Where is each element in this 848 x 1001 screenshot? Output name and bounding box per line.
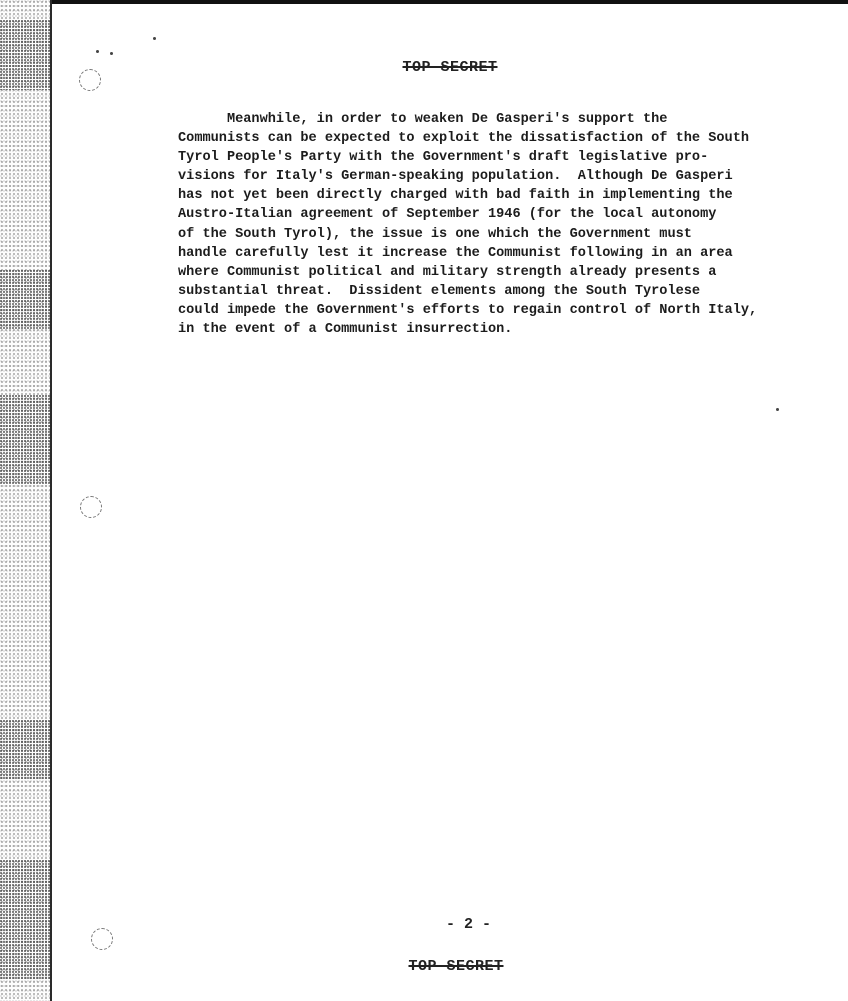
paragraph-line: in the event of a Communist insurrection.	[178, 322, 513, 338]
scan-speck	[776, 408, 779, 411]
punch-hole-icon	[91, 928, 113, 950]
document-paragraph	[178, 110, 778, 339]
classification-marking-top: TOP SECRET	[402, 59, 498, 76]
scan-speck	[153, 37, 156, 40]
paragraph-line: has not yet been directly charged with bad faith in implementing the	[178, 188, 733, 204]
scan-left-margin	[0, 0, 50, 1001]
paragraph-line: could impede the Government's efforts to regain control of North Italy,	[178, 302, 758, 318]
page-number: - 2 -	[446, 916, 492, 933]
paragraph-line: substantial threat. Dissident elements among the South Tyrolese	[178, 283, 701, 299]
paragraph-line: Tyrol People's Party with the Government's draft legislative pro-	[178, 150, 709, 166]
scan-top-edge	[0, 0, 848, 4]
paragraph-line: where Communist political and military strength already presents a	[178, 264, 717, 280]
paragraph-line: Meanwhile, in order to weaken De Gasperi's support the	[178, 112, 668, 127]
scan-speck	[110, 52, 113, 55]
scan-speck	[96, 50, 99, 53]
binding-line	[50, 0, 52, 1001]
paragraph-line: handle carefully lest it increase the Communist following in an area	[178, 245, 733, 261]
classification-marking-bottom: TOP SECRET	[408, 958, 504, 975]
paragraph-line: of the South Tyrol), the issue is one which the Government must	[178, 226, 692, 242]
paragraph-line: Communists can be expected to exploit the dissatisfaction of the South	[178, 131, 750, 147]
paragraph-line: visions for Italy's German-speaking population. Although De Gasperi	[178, 169, 733, 185]
paragraph-line: Austro-Italian agreement of September 1946 (for the local autonomy	[178, 207, 717, 223]
punch-hole-icon	[80, 496, 102, 518]
